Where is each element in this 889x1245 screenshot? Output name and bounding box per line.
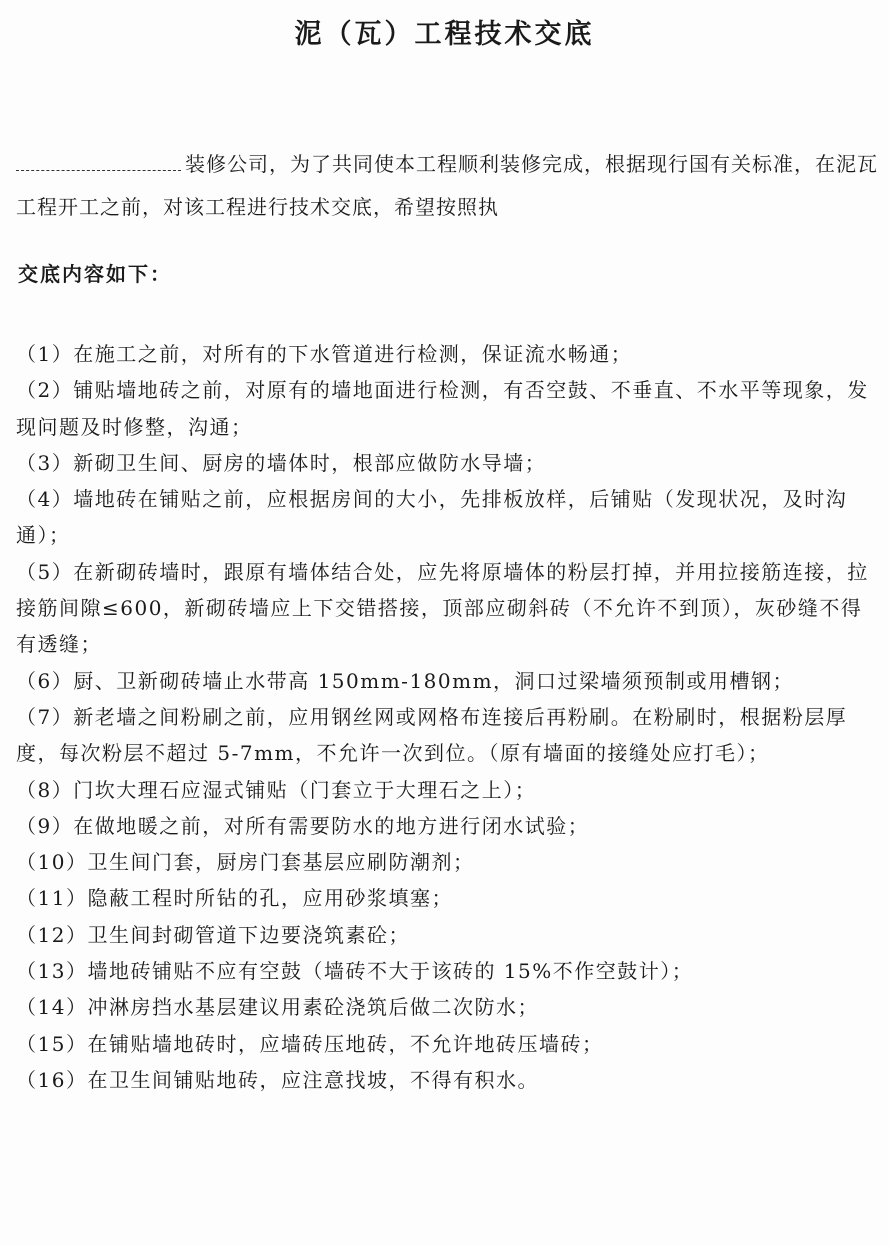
list-item: （3）新砌卫生间、厨房的墙体时，根部应做防水导墙； xyxy=(16,450,547,475)
section-heading: 交底内容如下： xyxy=(18,262,172,286)
document-title: 泥（瓦）工程技术交底 xyxy=(294,19,595,50)
intro-paragraph xyxy=(16,143,882,229)
list-item: （12）卫生间封砌管道下边要浇筑素砼； xyxy=(16,922,410,947)
list-item: （4）墙地砖在铺贴之前，应根据房间的大小，先排板放样，后铺贴（发现状况，及时沟通）； xyxy=(16,487,848,548)
list-item: （13）墙地砖铺贴不应有空鼓（墙砖不大于该砖的 15%不作空鼓计）； xyxy=(16,959,694,984)
company-name-blank xyxy=(16,154,181,171)
list-item: （2）铺贴墙地砖之前，对原有的墙地面进行检测，有否空鼓、不垂直、不水平等现象，发现问题及时修整，沟通； xyxy=(16,378,869,439)
list-item: （8）门坎大理石应湿式铺贴（门套立于大理石之上）； xyxy=(16,777,537,802)
list-item: （1）在施工之前，对所有的下水管道进行检测，保证流水畅通； xyxy=(16,342,633,366)
list-item: （5）在新砌砖墙时，跟原有墙体结合处，应先将原墙体的粉层打掉，并用拉接筋连接，拉接筋间隙≤600，新砌砖墙应上下交错搭接，顶部应砌斜砖（不允许不到顶），灰砂缝不得有透缝； xyxy=(16,559,869,657)
list-item: （11）隐蔽工程时所钻的孔，应用砂浆填塞； xyxy=(16,886,453,911)
list-item: （6）厨、卫新砌砖墙止水带高 150mm-180mm，洞口过梁墙须预制或用槽钢； xyxy=(16,668,795,693)
list-item: （16）在卫生间铺贴地砖，应注意找坡，不得有积水。 xyxy=(16,1067,539,1092)
intro-text: 装修公司，为了共同使本工程顺利装修完成，根据现行国有关标准，在泥瓦工程开工之前，对该工程进行技术交底，希望按照执 xyxy=(16,152,878,219)
item-list xyxy=(16,336,878,1098)
list-item: （7）新老墙之间粉刷之前，应用钢丝网或网格布连接后再粉刷。在粉刷时，根据粉层厚度，每次粉层不超过 5-7mm，不允许一次到位。（原有墙面的接缝处应打毛）； xyxy=(16,704,848,766)
list-item: （15）在铺贴墙地砖时，应墙砖压地砖，不允许地砖压墙砖； xyxy=(16,1031,604,1056)
list-item: （14）冲淋房挡水基层建议用素砼浇筑后做二次防水； xyxy=(16,995,539,1020)
list-item: （10）卫生间门套，厨房门套基层应刷防潮剂； xyxy=(16,850,475,875)
list-item: （9）在做地暖之前，对所有需要防水的地方进行闭水试验； xyxy=(16,813,590,838)
